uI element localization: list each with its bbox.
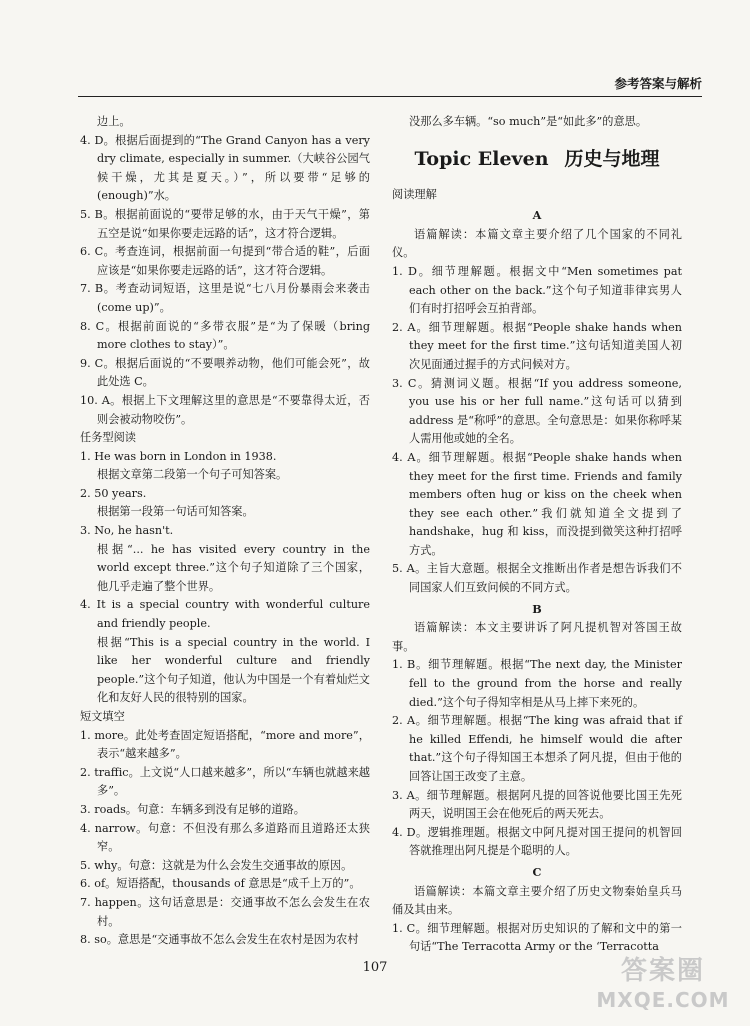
answer-item: 3. roads。句意：车辆多到没有足够的道路。 [80, 802, 305, 816]
page-number: 107 [362, 960, 388, 975]
answer-item: 3. No, he hasn't. [80, 524, 174, 538]
text-line: 边上。 [97, 115, 131, 128]
left-column [80, 113, 370, 950]
watermark-logo [588, 954, 738, 1020]
header-rule [78, 96, 702, 97]
answer-item: 4. D。根据后面提到的“The Grand Canyon has a very dry climate, especially in summer.（大峡谷公园气候干燥，尤其是夏天。）”，所以要带“足够的(enough)”水。 [80, 133, 370, 203]
answer-item: 5. B。根据前面说的“要带足够的水，由于天气干燥”，第五空是说“如果你要走远路的话”，这才符合逻辑。 [80, 207, 370, 240]
answer-item: 8. C。根据前面说的“多带衣服”是“为了保暖（bring more clothes to stay）”。 [80, 319, 370, 352]
answer-item: 6. of。短语搭配，thousands of 意思是“成千上万的”。 [80, 877, 361, 891]
answer-item: 4. D。逻辑推理题。根据文中阿凡提对国王提问的机智回答就推理出阿凡提是个聪明的人。 [392, 825, 682, 858]
answer-item: 2. traffic。上文说“人口越来越多”，所以“车辆也就越来越多”。 [80, 765, 370, 798]
text-line: 根据“This is a special country in the world. I like her wonderful culture and friendly people.”这个句子知道，他认为中国是一个有着灿烂文化和友好人民的很特别的国家。 [97, 635, 370, 705]
header-title: 参考答案与解析 [614, 76, 702, 91]
answer-item: 1. He was born in London in 1938. [80, 449, 277, 463]
answer-item: 4. A。细节理解题。根据“People shake hands when they meet for the first time. Friends and family members often hug or kiss on the cheek when they see each other.”我们就知道全文提到了 handshake，hug 和 kiss，而没提到微笑这种打招呼方式。 [392, 450, 682, 557]
answer-item: 1. B。细节理解题。根据“The next day, the Minister fell to the ground from the horse and really died.”这个句子得知宰相是从马上摔下来死的。 [392, 658, 682, 709]
text-line: 语篇解读：本文主要讲诉了阿凡提机智对答国王故事。 [392, 621, 682, 653]
text-line: 语篇解读：本篇文章主要介绍了几个国家的不同礼仪。 [392, 227, 682, 260]
section-heading: 任务型阅读 [80, 431, 136, 445]
answer-item: 6. C。考查连词，根据前面一句提到“带合适的鞋”，后面应该是“如果你要走远路的话”，这才符合逻辑。 [80, 245, 370, 277]
answer-item: 2. A。细节理解题。根据“People shake hands when they meet for the first time.”这句话知道美国人初次见面通过握手的方式问候对方。 [392, 320, 682, 371]
answer-item: 7. happen。这句话意思是：交通事故不怎么会发生在农村。 [80, 895, 370, 928]
passage-label: C [532, 864, 542, 879]
answer-item: 9. C。根据后面说的“不要喂养动物，他们可能会死”，故此处选 C。 [80, 356, 370, 389]
watermark-text-top: 答案圈 [620, 956, 705, 986]
continuation-line: 没那么多车辆。“so much”是“如此多”的意思。 [409, 115, 648, 128]
text-line: 根据第一段第一句话可知答案。 [97, 505, 254, 519]
answer-item: 2. A。细节理解题。根据“The king was afraid that if he killed Effendi, he himself would die after that.”这个句子得知国王本想杀了阿凡提，但由于他的回答让国王改变了主意。 [392, 714, 682, 783]
text-line: 语篇解读：本篇文章主要介绍了历史文物秦始皇兵马俑及其由来。 [392, 884, 682, 917]
text-line: 根据“... he has visited every country in the world except three.”这个句子知道除了三个国家，他几乎走遍了整个世界。 [97, 542, 370, 593]
right-column [392, 113, 682, 957]
answer-item: 4. narrow。句意：不但没有那么多道路而且道路还太狭窄。 [80, 821, 370, 854]
watermark-text-bottom: MXQE.COM [596, 988, 730, 1012]
answer-item: 3. A。细节理解题。根据阿凡提的回答说他要比国王先死两天，说明国王会在他死后的两天死去。 [392, 788, 682, 821]
passage-label: B [532, 601, 542, 616]
answer-item: 1. more。此处考查固定短语搭配，“more and more”，表示“越来越多”。 [80, 728, 370, 761]
passage-label: A [532, 208, 542, 223]
answer-item: 5. why。句意：这就是为什么会发生交通事故的原因。 [80, 858, 353, 872]
section-heading: 短文填空 [80, 710, 125, 723]
section-heading: 阅读理解 [392, 187, 437, 201]
text-line: 根据文章第二段第一个句子可知答案。 [97, 468, 288, 482]
topic-heading [392, 148, 682, 170]
answer-item: 7. B。考查动词短语，这里是说“七八月份暴雨会来袭击(come up)”。 [80, 282, 370, 314]
answer-item: 10. A。根据上下文理解这里的意思是“不要靠得太近，否则会被动物咬伤”。 [80, 393, 370, 426]
answer-item: 4. It is a special country with wonderful culture and friendly people. [80, 598, 370, 631]
answer-item: 1. D。细节理解题。根据文中“Men sometimes pat each other on the back.”这个句子知道菲律宾男人们有时打招呼会互拍背部。 [392, 264, 682, 316]
topic-title-en: Topic Eleven [414, 147, 549, 170]
answer-item: 5. A。主旨大意题。根据全文推断出作者是想告诉我们不同国家人们互致问候的不同方式。 [392, 562, 682, 595]
answer-item: 1. C。细节理解题。根据对历史知识的了解和文中的第一句话“The Terracotta Army or the ‘Terracotta [392, 921, 682, 954]
topic-title-zh: 历史与地理 [564, 147, 660, 170]
answer-item: 3. C。猜测词义题。根据“If you address someone, you use his or her full name.”这句话可以猜到 address 是“称呼”的意思。全句意思是：如果你称呼某人需用他或她的全名。 [392, 376, 682, 446]
answer-item: 2. 50 years. [80, 486, 147, 500]
answer-item: 8. so。意思是“交通事故不怎么会发生在农村是因为农村 [80, 933, 359, 947]
